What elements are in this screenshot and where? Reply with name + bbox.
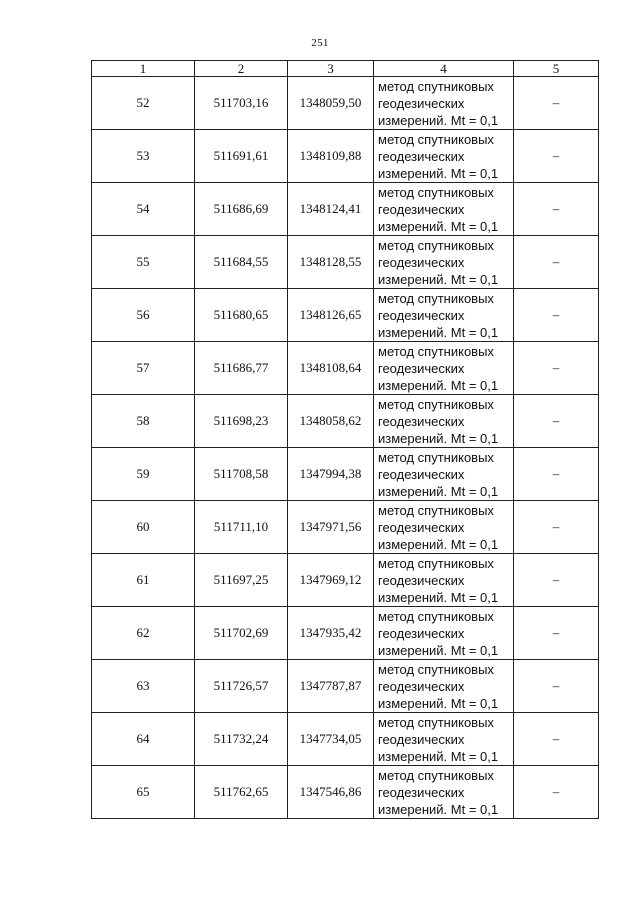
table-row [92,448,599,501]
coordinate-y: 1348124,41 [288,183,374,236]
coordinate-x: 511711,10 [195,501,288,554]
coordinate-y: 1347994,38 [288,448,374,501]
coordinate-y: 1348108,64 [288,342,374,395]
coordinate-y: 1347971,56 [288,501,374,554]
column-5-value: – [514,660,599,713]
coordinate-x: 511698,23 [195,395,288,448]
coordinate-y: 1347787,87 [288,660,374,713]
coordinate-x: 511686,69 [195,183,288,236]
column-5-value: – [514,395,599,448]
method-line: метод спутниковых [378,131,494,147]
method-line: геодезических [378,784,465,800]
column-5-value: – [514,766,599,819]
coordinate-y: 1348109,88 [288,130,374,183]
coordinate-x: 511686,77 [195,342,288,395]
point-number: 57 [92,342,195,395]
measurement-method [374,130,514,183]
table-row [92,236,599,289]
coordinate-y: 1348059,50 [288,77,374,130]
measurement-method [374,183,514,236]
column-5-value: – [514,77,599,130]
column-5-value: – [514,501,599,554]
method-line: геодезических [378,201,465,217]
table-row [92,130,599,183]
method-line: измерений. Mt = 0,1 [378,324,499,340]
table-row [92,289,599,342]
table-body [92,77,599,819]
method-line: измерений. Mt = 0,1 [378,536,499,552]
method-line: геодезических [378,413,465,429]
table-row [92,395,599,448]
column-5-value: – [514,554,599,607]
method-line: измерений. Mt = 0,1 [378,271,499,287]
column-5-value: – [514,236,599,289]
coordinate-x: 511702,69 [195,607,288,660]
method-line: метод спутниковых [378,184,494,200]
table-row [92,77,599,130]
table-row [92,342,599,395]
coordinate-y: 1348058,62 [288,395,374,448]
table-row [92,660,599,713]
method-line: метод спутниковых [378,767,494,783]
point-number: 53 [92,130,195,183]
table-row [92,766,599,819]
table-header-row [92,61,599,77]
method-line: геодезических [378,625,465,641]
method-line: измерений. Mt = 0,1 [378,642,499,658]
method-line: измерений. Mt = 0,1 [378,483,499,499]
column-5-value: – [514,183,599,236]
header-col-2: 2 [195,61,288,77]
coordinate-x: 511732,24 [195,713,288,766]
method-line: геодезических [378,519,465,535]
measurement-method [374,448,514,501]
method-line: геодезических [378,307,465,323]
coordinate-x: 511680,65 [195,289,288,342]
method-line: геодезических [378,466,465,482]
measurement-method [374,501,514,554]
method-line: геодезических [378,254,465,270]
coordinate-y: 1347734,05 [288,713,374,766]
method-line: геодезических [378,360,465,376]
header-col-4: 4 [374,61,514,77]
method-line: геодезических [378,678,465,694]
method-line: измерений. Mt = 0,1 [378,801,499,817]
method-line: метод спутниковых [378,608,494,624]
point-number: 63 [92,660,195,713]
column-5-value: – [514,713,599,766]
method-line: геодезических [378,572,465,588]
measurement-method [374,236,514,289]
method-line: измерений. Mt = 0,1 [378,377,499,393]
measurement-method [374,554,514,607]
coordinate-y: 1348126,65 [288,289,374,342]
point-number: 60 [92,501,195,554]
table-row [92,183,599,236]
method-line: измерений. Mt = 0,1 [378,695,499,711]
measurement-method [374,395,514,448]
method-line: метод спутниковых [378,237,494,253]
coordinate-x: 511708,58 [195,448,288,501]
point-number: 54 [92,183,195,236]
header-col-3: 3 [288,61,374,77]
table-row [92,501,599,554]
table-row [92,607,599,660]
header-col-5: 5 [514,61,599,77]
coordinate-y: 1347969,12 [288,554,374,607]
method-line: измерений. Mt = 0,1 [378,218,499,234]
method-line: измерений. Mt = 0,1 [378,430,499,446]
column-5-value: – [514,607,599,660]
coordinate-x: 511703,16 [195,77,288,130]
header-col-1: 1 [92,61,195,77]
method-line: метод спутниковых [378,661,494,677]
point-number: 52 [92,77,195,130]
coordinate-y: 1348128,55 [288,236,374,289]
coordinate-x: 511684,55 [195,236,288,289]
table-row [92,554,599,607]
method-line: геодезических [378,731,465,747]
coordinate-x: 511691,61 [195,130,288,183]
method-line: измерений. Mt = 0,1 [378,165,499,181]
method-line: геодезических [378,95,465,111]
point-number: 55 [92,236,195,289]
coordinate-x: 511762,65 [195,766,288,819]
point-number: 58 [92,395,195,448]
page-number: 251 [311,37,329,49]
measurement-method [374,660,514,713]
point-number: 62 [92,607,195,660]
column-5-value: – [514,342,599,395]
method-line: метод спутниковых [378,714,494,730]
method-line: измерений. Mt = 0,1 [378,589,499,605]
measurement-method [374,77,514,130]
measurement-method [374,713,514,766]
method-line: метод спутниковых [378,343,494,359]
method-line: измерений. Mt = 0,1 [378,112,499,128]
coordinate-y: 1347546,86 [288,766,374,819]
method-line: измерений. Mt = 0,1 [378,748,499,764]
method-line: метод спутниковых [378,396,494,412]
coordinates-table [91,60,599,819]
table-row [92,713,599,766]
point-number: 61 [92,554,195,607]
method-line: метод спутниковых [378,290,494,306]
method-line: геодезических [378,148,465,164]
coordinate-x: 511697,25 [195,554,288,607]
method-line: метод спутниковых [378,449,494,465]
coordinate-x: 511726,57 [195,660,288,713]
point-number: 59 [92,448,195,501]
point-number: 64 [92,713,195,766]
measurement-method [374,342,514,395]
point-number: 65 [92,766,195,819]
method-line: метод спутниковых [378,555,494,571]
column-5-value: – [514,289,599,342]
method-line: метод спутниковых [378,78,494,94]
point-number: 56 [92,289,195,342]
measurement-method [374,607,514,660]
coordinate-y: 1347935,42 [288,607,374,660]
column-5-value: – [514,448,599,501]
measurement-method [374,289,514,342]
measurement-method [374,766,514,819]
method-line: метод спутниковых [378,502,494,518]
column-5-value: – [514,130,599,183]
